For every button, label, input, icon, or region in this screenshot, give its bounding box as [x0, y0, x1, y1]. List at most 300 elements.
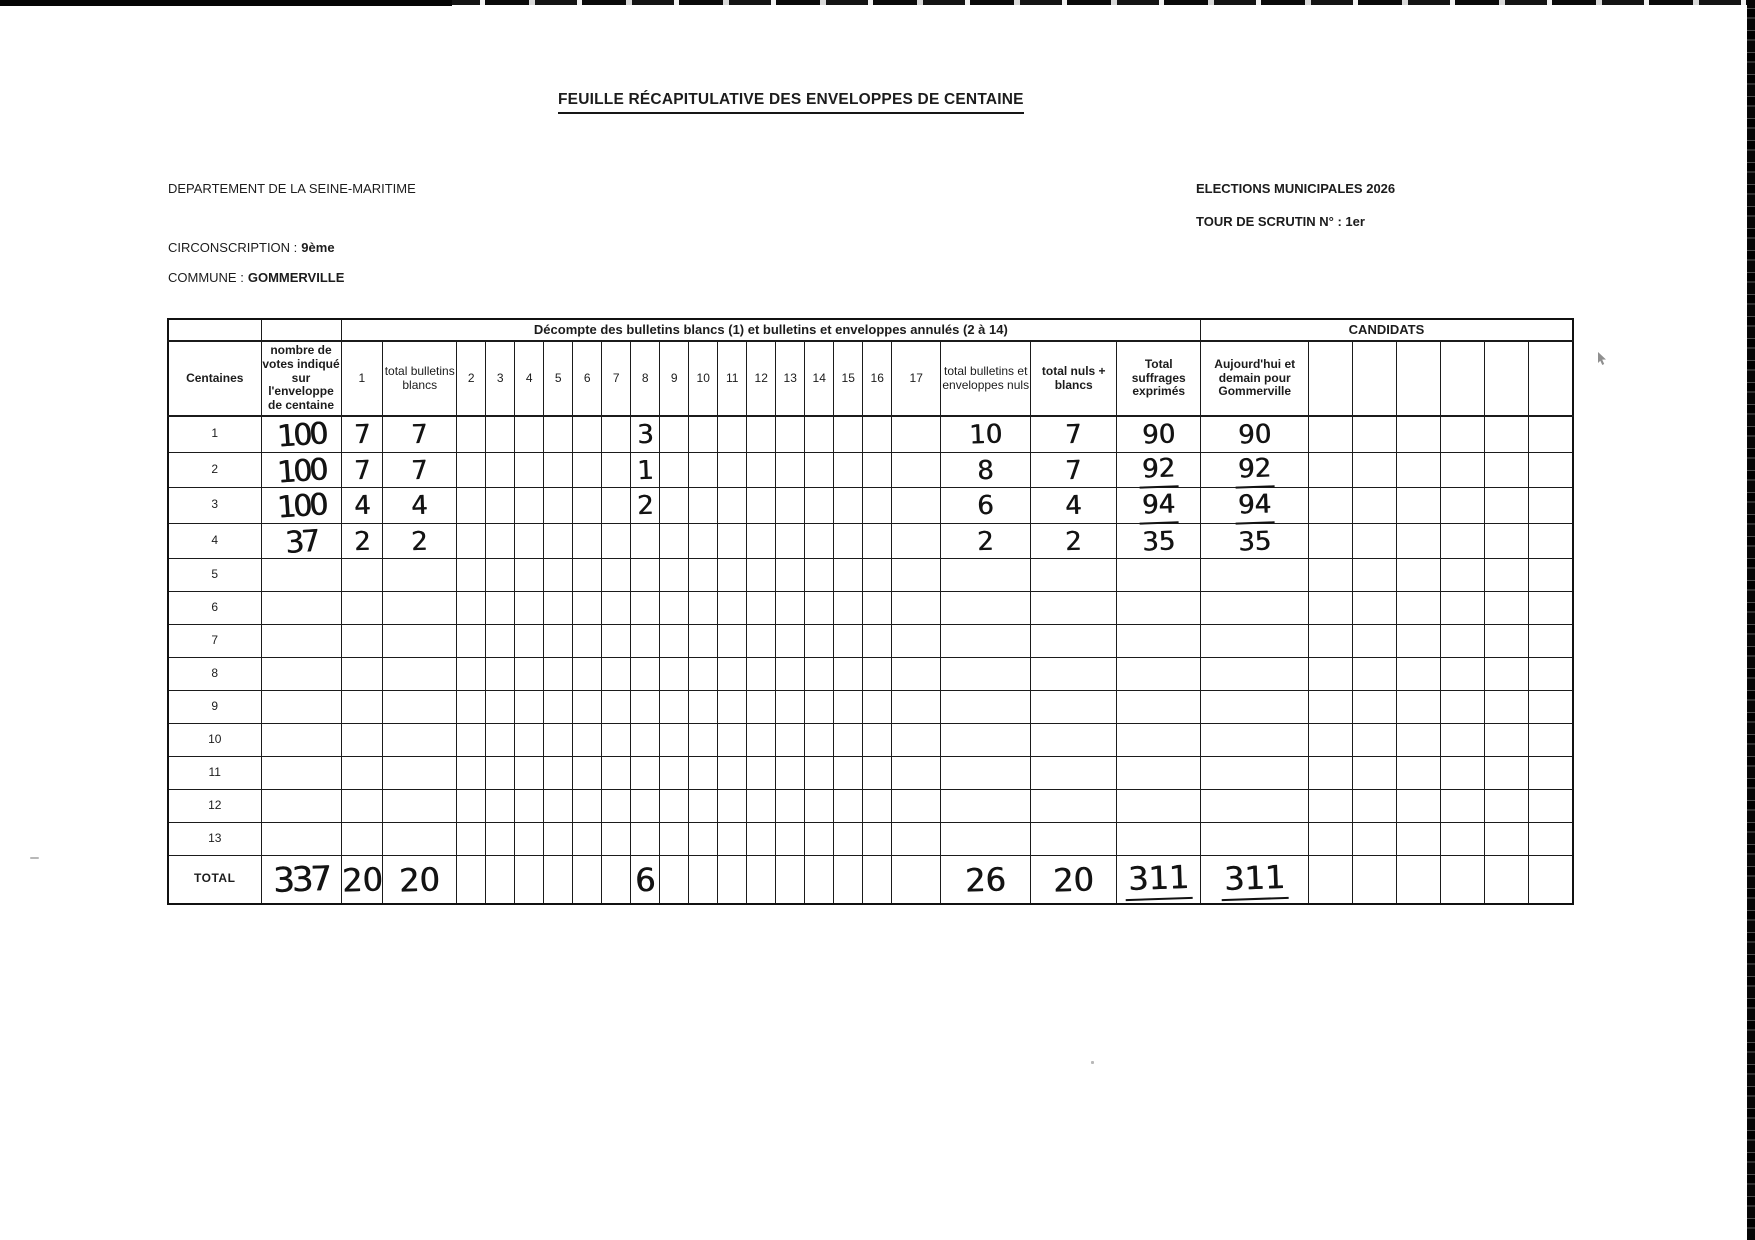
table-cell-a8: [631, 856, 660, 904]
table-cell-k1: [1309, 790, 1353, 823]
table-cell-a7: [602, 488, 631, 524]
table-cell-a7: [602, 823, 631, 856]
table-cell-k3: [1397, 416, 1441, 452]
table-cell-a6: [573, 416, 602, 452]
commune-value: GOMMERVILLE: [247, 270, 345, 285]
table-cell-a14: [805, 856, 834, 904]
table-cell-a6: [573, 856, 602, 904]
table-cell-a17: [892, 559, 941, 592]
table-cell-a5: [544, 488, 573, 524]
table-cell-a6: [573, 488, 602, 524]
table-row: [168, 488, 1573, 524]
table-cell-k3: [1397, 856, 1441, 904]
table-cell-k3: [1397, 823, 1441, 856]
table-cell-b1: [341, 625, 383, 658]
table-cell-k4: [1441, 823, 1485, 856]
table-cell-k1: [1309, 625, 1353, 658]
table-cell-k1: [1309, 757, 1353, 790]
band-empty-votes: [261, 319, 341, 341]
table-cell-k4: [1441, 658, 1485, 691]
header-col-14: 14: [805, 341, 834, 416]
row-label: 2: [168, 452, 261, 488]
table-cell-k3: [1397, 790, 1441, 823]
table-cell-a10: [689, 488, 718, 524]
table-cell-a8: [631, 452, 660, 488]
handwritten-value: 4: [1064, 491, 1083, 522]
table-cell-k3: [1397, 691, 1441, 724]
table-cell-a6: [573, 691, 602, 724]
table-cell-nuls: [941, 523, 1031, 559]
table-cell-a7: [602, 559, 631, 592]
table-cell-a2: [457, 658, 486, 691]
table-cell-a5: [544, 691, 573, 724]
table-cell-a9: [660, 658, 689, 691]
table-cell-gomm: [1201, 691, 1309, 724]
table-cell-a15: [834, 856, 863, 904]
handwritten-value: 90: [1141, 419, 1176, 451]
table-cell-a11: [718, 724, 747, 757]
table-cell-k6: [1529, 523, 1573, 559]
header-col-3: 3: [486, 341, 515, 416]
table-cell-a5: [544, 823, 573, 856]
table-cell-a3: [486, 592, 515, 625]
table-cell-a8: [631, 757, 660, 790]
table-cell-k2: [1353, 592, 1397, 625]
table-cell-k3: [1397, 488, 1441, 524]
table-cell-a4: [515, 658, 544, 691]
row-label: 12: [168, 790, 261, 823]
table-cell-k1: [1309, 856, 1353, 904]
table-cell-a4: [515, 416, 544, 452]
table-cell-nuls: [941, 488, 1031, 524]
table-cell-a7: [602, 790, 631, 823]
table-cell-gomm: [1201, 790, 1309, 823]
table-cell-a10: [689, 856, 718, 904]
table-cell-nulsblancs: [1031, 452, 1117, 488]
table-cell-k6: [1529, 488, 1573, 524]
table-cell-a12: [747, 452, 776, 488]
table-cell-votes: [261, 757, 341, 790]
table-cell-a10: [689, 416, 718, 452]
table-cell-a6: [573, 790, 602, 823]
table-cell-gomm: [1201, 523, 1309, 559]
table-cell-a15: [834, 592, 863, 625]
table-cell-a9: [660, 691, 689, 724]
header-col-7: 7: [602, 341, 631, 416]
table-cell-k2: [1353, 691, 1397, 724]
table-cell-a8: [631, 823, 660, 856]
table-cell-a3: [486, 488, 515, 524]
table-cell-a17: [892, 625, 941, 658]
table-cell-k2: [1353, 559, 1397, 592]
table-cell-b1: [341, 856, 383, 904]
handwritten-value: 7: [410, 455, 429, 487]
table-cell-a11: [718, 823, 747, 856]
table-cell-a15: [834, 757, 863, 790]
table-cell-a4: [515, 757, 544, 790]
table-cell-blancs: [383, 592, 457, 625]
table-cell-a4: [515, 559, 544, 592]
handwritten-value: 94: [1139, 490, 1179, 524]
table-cell-a4: [515, 523, 544, 559]
handwritten-value: 3: [636, 420, 655, 451]
table-cell-blancs: [383, 856, 457, 904]
table-cell-exprimes: [1117, 452, 1201, 488]
table-cell-votes: [261, 625, 341, 658]
table-cell-a2: [457, 488, 486, 524]
table-cell-a11: [718, 790, 747, 823]
table-cell-a2: [457, 823, 486, 856]
handwritten-value: 20: [398, 860, 441, 900]
table-cell-blancs: [383, 790, 457, 823]
table-cell-k2: [1353, 856, 1397, 904]
table-cell-nuls: [941, 592, 1031, 625]
table-cell-nuls: [941, 790, 1031, 823]
table-cell-gomm: [1201, 658, 1309, 691]
table-cell-a3: [486, 790, 515, 823]
table-cell-a16: [863, 658, 892, 691]
table-cell-a12: [747, 724, 776, 757]
header-total-blancs: total bulletins blancs: [383, 341, 457, 416]
handwritten-value: 90: [1237, 419, 1272, 451]
table-cell-b1: [341, 559, 383, 592]
handwritten-value: 2: [353, 526, 371, 558]
handwritten-value: 7: [1064, 420, 1083, 451]
header-centaines: Centaines: [168, 341, 261, 416]
table-cell-nulsblancs: [1031, 790, 1117, 823]
table-cell-a4: [515, 625, 544, 658]
table-cell-a9: [660, 790, 689, 823]
table-cell-a13: [776, 523, 805, 559]
table-cell-b1: [341, 452, 383, 488]
table-cell-k4: [1441, 488, 1485, 524]
table-cell-a13: [776, 790, 805, 823]
row-label: 6: [168, 592, 261, 625]
table-cell-a5: [544, 658, 573, 691]
table-cell-a17: [892, 856, 941, 904]
band-empty-centaines: [168, 319, 261, 341]
table-cell-k2: [1353, 452, 1397, 488]
table-cell-a10: [689, 658, 718, 691]
header-col-11: 11: [718, 341, 747, 416]
table-cell-k1: [1309, 823, 1353, 856]
table-cell-a13: [776, 856, 805, 904]
table-cell-a14: [805, 757, 834, 790]
table-cell-a7: [602, 757, 631, 790]
table-cell-k6: [1529, 691, 1573, 724]
table-cell-a12: [747, 625, 776, 658]
table-cell-blancs: [383, 452, 457, 488]
header-col-6: 6: [573, 341, 602, 416]
row-label: 4: [168, 523, 261, 559]
table-cell-k1: [1309, 559, 1353, 592]
table-cell-blancs: [383, 658, 457, 691]
header-col-9: 9: [660, 341, 689, 416]
table-cell-exprimes: [1117, 625, 1201, 658]
table-cell-a13: [776, 452, 805, 488]
table-cell-k2: [1353, 823, 1397, 856]
table-cell-a16: [863, 823, 892, 856]
table-cell-a11: [718, 416, 747, 452]
table-cell-a4: [515, 724, 544, 757]
table-cell-nuls: [941, 691, 1031, 724]
table-cell-k5: [1485, 658, 1529, 691]
table-cell-votes: [261, 691, 341, 724]
header-candidate-col: [1485, 341, 1529, 416]
table-cell-gomm: [1201, 823, 1309, 856]
table-cell-k5: [1485, 559, 1529, 592]
recap-table: [167, 318, 1574, 905]
handwritten-value: 6: [976, 491, 995, 522]
table-cell-exprimes: [1117, 416, 1201, 452]
table-cell-nuls: [941, 823, 1031, 856]
table-cell-votes: [261, 559, 341, 592]
table-cell-a13: [776, 625, 805, 658]
table-cell-a15: [834, 724, 863, 757]
table-cell-a4: [515, 691, 544, 724]
table-cell-a13: [776, 488, 805, 524]
table-cell-nuls: [941, 757, 1031, 790]
table-cell-votes: [261, 451, 341, 491]
handwritten-value: 311: [1221, 859, 1289, 901]
handwritten-value: 100: [275, 487, 327, 526]
table-cell-a15: [834, 523, 863, 559]
table-cell-blancs: [383, 625, 457, 658]
table-cell-a16: [863, 757, 892, 790]
table-cell-a7: [602, 592, 631, 625]
table-cell-k4: [1441, 452, 1485, 488]
table-cell-gomm: [1201, 416, 1309, 452]
table-cell-a3: [486, 625, 515, 658]
table-cell-a17: [892, 757, 941, 790]
table-cell-a14: [805, 416, 834, 452]
table-cell-a3: [486, 416, 515, 452]
table-cell-blancs: [383, 559, 457, 592]
table-cell-a10: [689, 823, 718, 856]
table-cell-a11: [718, 856, 747, 904]
table-cell-a6: [573, 523, 602, 559]
table-cell-a16: [863, 523, 892, 559]
table-cell-a8: [631, 790, 660, 823]
row-label: TOTAL: [168, 856, 261, 904]
row-label: 11: [168, 757, 261, 790]
table-cell-a7: [602, 658, 631, 691]
table-cell-a11: [718, 625, 747, 658]
table-cell-blancs: [383, 523, 457, 559]
table-cell-k6: [1529, 452, 1573, 488]
table-cell-k6: [1529, 757, 1573, 790]
table-cell-k1: [1309, 691, 1353, 724]
table-cell-a7: [602, 625, 631, 658]
table-cell-exprimes: [1117, 724, 1201, 757]
table-cell-a15: [834, 488, 863, 524]
handwritten-value: 100: [275, 451, 327, 491]
handwritten-value: 20: [340, 860, 383, 900]
table-cell-gomm: [1201, 757, 1309, 790]
scan-edge-top-solid: [0, 0, 452, 6]
table-cell-exprimes: [1117, 488, 1201, 524]
table-cell-a14: [805, 523, 834, 559]
table-cell-a16: [863, 452, 892, 488]
table-cell-k2: [1353, 757, 1397, 790]
table-cell-k5: [1485, 691, 1529, 724]
table-cell-a14: [805, 488, 834, 524]
table-cell-a6: [573, 823, 602, 856]
table-cell-a2: [457, 523, 486, 559]
table-cell-a13: [776, 691, 805, 724]
table-cell-k4: [1441, 790, 1485, 823]
table-cell-votes: [261, 592, 341, 625]
table-cell-a9: [660, 416, 689, 452]
table-row: [168, 625, 1573, 658]
table-cell-a12: [747, 658, 776, 691]
table-cell-a8: [631, 488, 660, 524]
table-cell-blancs: [383, 416, 457, 452]
row-label: 5: [168, 559, 261, 592]
table-row: [168, 559, 1573, 592]
table-cell-a17: [892, 724, 941, 757]
table-cell-a13: [776, 823, 805, 856]
header-row: [168, 341, 1573, 416]
page-title: FEUILLE RÉCAPITULATIVE DES ENVELOPPES DE CENTAINE: [558, 91, 1024, 114]
table-cell-a17: [892, 452, 941, 488]
header-col-10: 10: [689, 341, 718, 416]
table-cell-a2: [457, 592, 486, 625]
table-cell-k5: [1485, 724, 1529, 757]
tour-line: TOUR DE SCRUTIN N° : 1er: [1196, 214, 1365, 229]
table-cell-a10: [689, 592, 718, 625]
table-cell-a5: [544, 559, 573, 592]
table-cell-a6: [573, 452, 602, 488]
table-cell-a2: [457, 790, 486, 823]
table-cell-nuls: [941, 452, 1031, 488]
table-cell-k5: [1485, 592, 1529, 625]
table-cell-gomm: [1201, 592, 1309, 625]
cursor-artifact-icon: [1596, 352, 1608, 366]
table-cell-a14: [805, 559, 834, 592]
handwritten-value: 10: [968, 419, 1003, 451]
table-cell-a3: [486, 691, 515, 724]
circonscription-label: CIRCONSCRIPTION :: [168, 240, 298, 255]
table-cell-a14: [805, 658, 834, 691]
commune-line: [168, 270, 344, 285]
table-cell-a8: [631, 691, 660, 724]
table-cell-a11: [718, 452, 747, 488]
table-cell-gomm: [1201, 724, 1309, 757]
table-cell-a5: [544, 592, 573, 625]
table-cell-a6: [573, 724, 602, 757]
table-cell-a3: [486, 823, 515, 856]
handwritten-value: 92: [1139, 455, 1179, 489]
header-nombre-votes: nombre de votes indiqué sur l'enveloppe de centaine: [261, 341, 341, 416]
table-cell-nulsblancs: [1031, 658, 1117, 691]
table-cell-a5: [544, 416, 573, 452]
handwritten-value: 4: [353, 491, 371, 522]
table-cell-a17: [892, 823, 941, 856]
table-cell-a4: [515, 592, 544, 625]
table-cell-a13: [776, 658, 805, 691]
circonscription-value: 9ème: [301, 240, 335, 255]
table-cell-a9: [660, 523, 689, 559]
table-cell-k5: [1485, 452, 1529, 488]
table-cell-k4: [1441, 523, 1485, 559]
table-cell-a15: [834, 691, 863, 724]
table-cell-k4: [1441, 592, 1485, 625]
table-cell-a16: [863, 559, 892, 592]
table-cell-votes: [261, 823, 341, 856]
table-cell-a16: [863, 625, 892, 658]
handwritten-value: 7: [410, 420, 429, 451]
table-cell-blancs: [383, 724, 457, 757]
circonscription-line: [168, 240, 335, 255]
table-row: [168, 790, 1573, 823]
table-cell-a3: [486, 724, 515, 757]
table-cell-nulsblancs: [1031, 592, 1117, 625]
table-cell-a8: [631, 523, 660, 559]
table-cell-nulsblancs: [1031, 559, 1117, 592]
header-candidate-col: [1441, 341, 1485, 416]
table-cell-a10: [689, 625, 718, 658]
header-aujourdhui: Aujourd'hui et demain pour Gommerville: [1201, 341, 1309, 416]
table-cell-k6: [1529, 724, 1573, 757]
table-cell-blancs: [383, 757, 457, 790]
header-total-suffrages: Total suffrages exprimés: [1117, 341, 1201, 416]
handwritten-value: 1: [636, 455, 655, 487]
table-cell-nuls: [941, 856, 1031, 904]
scan-speck: [30, 857, 39, 859]
table-cell-a17: [892, 790, 941, 823]
table-cell-a17: [892, 523, 941, 559]
table-cell-a12: [747, 856, 776, 904]
table-cell-a2: [457, 691, 486, 724]
table-cell-nuls: [941, 658, 1031, 691]
handwritten-value: 35: [1141, 526, 1176, 558]
table-cell-k3: [1397, 523, 1441, 559]
table-cell-a3: [486, 452, 515, 488]
table-cell-a2: [457, 625, 486, 658]
table-cell-a2: [457, 724, 486, 757]
table-cell-a14: [805, 452, 834, 488]
table-cell-gomm: [1201, 559, 1309, 592]
table-cell-nulsblancs: [1031, 625, 1117, 658]
handwritten-value: 337: [272, 858, 330, 901]
table-cell-a3: [486, 757, 515, 790]
table-cell-a16: [863, 488, 892, 524]
handwritten-value: 7: [1064, 455, 1083, 487]
table-cell-k3: [1397, 658, 1441, 691]
table-row: [168, 452, 1573, 488]
table-cell-a17: [892, 691, 941, 724]
table-cell-a12: [747, 559, 776, 592]
table-cell-a8: [631, 625, 660, 658]
table-cell-a14: [805, 592, 834, 625]
table-cell-a16: [863, 856, 892, 904]
table-cell-k5: [1485, 416, 1529, 452]
table-cell-a13: [776, 559, 805, 592]
header-col-4: 4: [515, 341, 544, 416]
table-cell-a10: [689, 724, 718, 757]
table-cell-a10: [689, 559, 718, 592]
table-cell-a11: [718, 592, 747, 625]
table-cell-a12: [747, 757, 776, 790]
table-cell-k2: [1353, 724, 1397, 757]
table-cell-a13: [776, 592, 805, 625]
band-row: [168, 319, 1573, 341]
header-col-8: 8: [631, 341, 660, 416]
table-cell-a15: [834, 416, 863, 452]
table-cell-nulsblancs: [1031, 856, 1117, 904]
table-cell-nulsblancs: [1031, 416, 1117, 452]
